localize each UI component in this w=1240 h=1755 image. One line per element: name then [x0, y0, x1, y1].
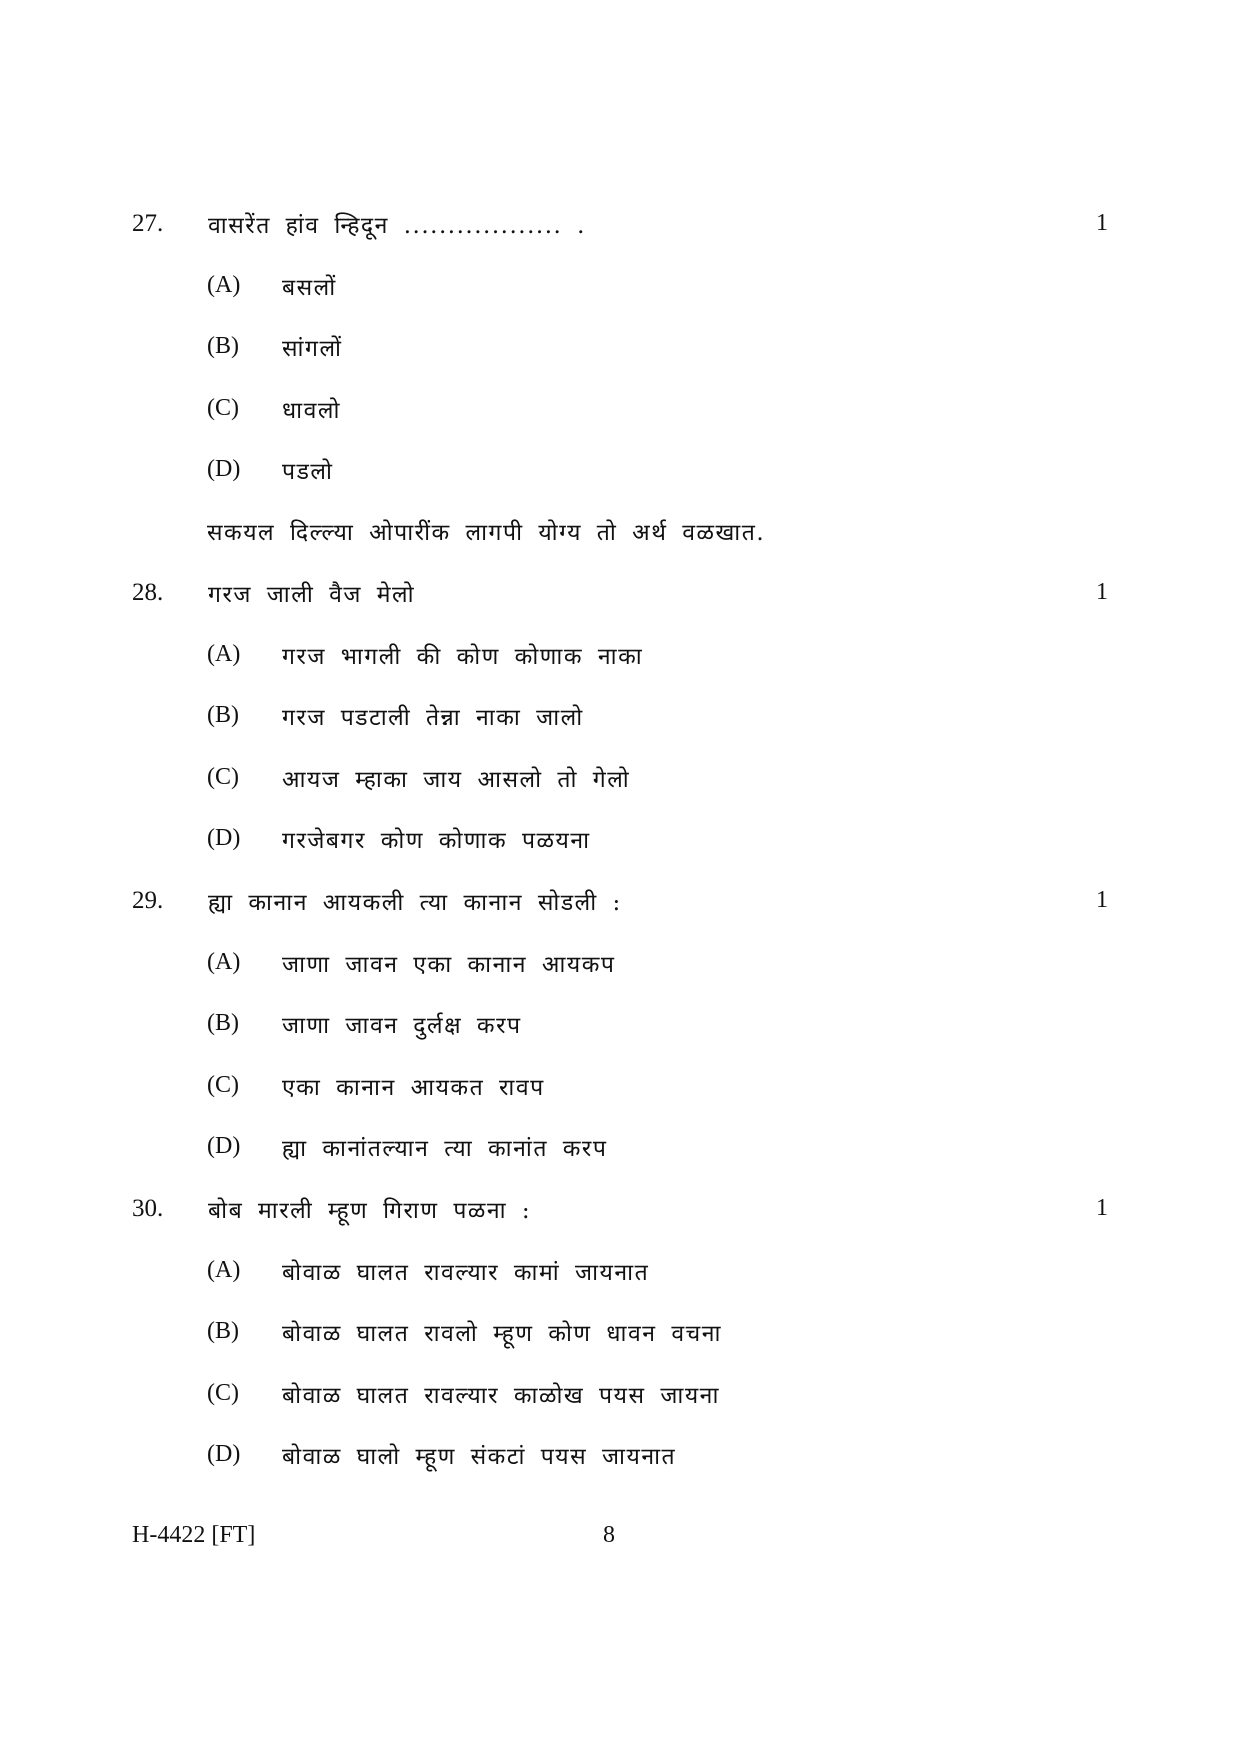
option-30-b: [0, 1312, 1240, 1352]
option-letter: (D): [207, 825, 241, 851]
option-27-d: [0, 450, 1240, 490]
option-letter: (D): [207, 1133, 241, 1159]
option-text: ह्या कानांतल्यान त्या कानांत करप: [282, 1136, 608, 1162]
option-letter: (A): [207, 272, 241, 298]
question-marks: 1: [1096, 1195, 1108, 1221]
option-30-d: [0, 1435, 1240, 1475]
option-letter: (D): [207, 456, 241, 482]
option-27-c: [0, 389, 1240, 429]
option-27-a: [0, 266, 1240, 306]
paper-code: H-4422 [FT]: [132, 1522, 256, 1548]
option-letter: (C): [207, 1072, 239, 1098]
option-30-c: [0, 1374, 1240, 1414]
option-28-d: [0, 819, 1240, 859]
option-text: पडलो: [282, 459, 334, 485]
question-number: 28.: [132, 579, 164, 606]
option-letter: (C): [207, 764, 239, 790]
option-text: सांगलों: [282, 336, 343, 362]
page-number: 8: [603, 1522, 615, 1548]
option-letter: (C): [207, 1380, 239, 1406]
option-letter: (B): [207, 1010, 239, 1036]
option-text: धावलो: [282, 398, 341, 424]
question-number: 30.: [132, 1195, 164, 1222]
option-letter: (C): [207, 395, 239, 421]
question-27: [0, 204, 1240, 244]
question-text: वासरेंत हांव न्हिदून .................. .: [208, 213, 586, 239]
option-text: बोवाळ घालो म्हूण संकटां पयस जायनात: [282, 1444, 677, 1470]
option-letter: (A): [207, 949, 241, 975]
question-text: गरज जाली वैज मेलो: [208, 582, 416, 608]
question-marks: 1: [1096, 210, 1108, 236]
question-29: [0, 881, 1240, 921]
option-text: एका कानान आयकत रावप: [282, 1075, 545, 1101]
question-30: [0, 1189, 1240, 1229]
option-letter: (A): [207, 641, 241, 667]
option-28-c: [0, 758, 1240, 798]
option-text: गरजेबगर कोण कोणाक पळयना: [282, 828, 591, 854]
option-text: गरज भागली की कोण कोणाक नाका: [282, 644, 644, 670]
option-29-a: [0, 943, 1240, 983]
question-28: [0, 573, 1240, 613]
question-number: 27.: [132, 210, 164, 237]
option-letter: (B): [207, 702, 239, 728]
question-marks: 1: [1096, 579, 1108, 605]
section-instruction: सकयल दिल्ल्या ओपारींक लागपी योग्य तो अर्थ वळखात.: [207, 520, 766, 546]
option-text: गरज पडटाली तेन्ना नाका जालो: [282, 705, 584, 731]
option-text: बोवाळ घालत रावलो म्हूण कोण धावन वचना: [282, 1321, 722, 1347]
option-29-b: [0, 1004, 1240, 1044]
question-number: 29.: [132, 887, 164, 914]
option-letter: (B): [207, 333, 239, 359]
question-marks: 1: [1096, 887, 1108, 913]
option-text: बोवाळ घालत रावल्यार काळोख पयस जायना: [282, 1383, 720, 1409]
option-text: जाणा जावन दुर्लक्ष करप: [282, 1013, 522, 1039]
question-text: बोब मारली म्हूण गिराण पळना :: [208, 1198, 532, 1224]
option-30-a: [0, 1251, 1240, 1291]
question-text: ह्या कानान आयकली त्या कानान सोडली :: [208, 890, 622, 916]
option-27-b: [0, 327, 1240, 367]
option-29-d: [0, 1127, 1240, 1167]
option-text: जाणा जावन एका कानान आयकप: [282, 952, 616, 978]
option-letter: (A): [207, 1257, 241, 1283]
option-28-b: [0, 696, 1240, 736]
option-29-c: [0, 1066, 1240, 1106]
option-letter: (D): [207, 1441, 241, 1467]
option-text: बसलों: [282, 275, 337, 301]
option-letter: (B): [207, 1318, 239, 1344]
option-text: आयज म्हाका जाय आसलो तो गेलो: [282, 767, 631, 793]
option-28-a: [0, 635, 1240, 675]
option-text: बोवाळ घालत रावल्यार कामां जायनात: [282, 1260, 650, 1286]
